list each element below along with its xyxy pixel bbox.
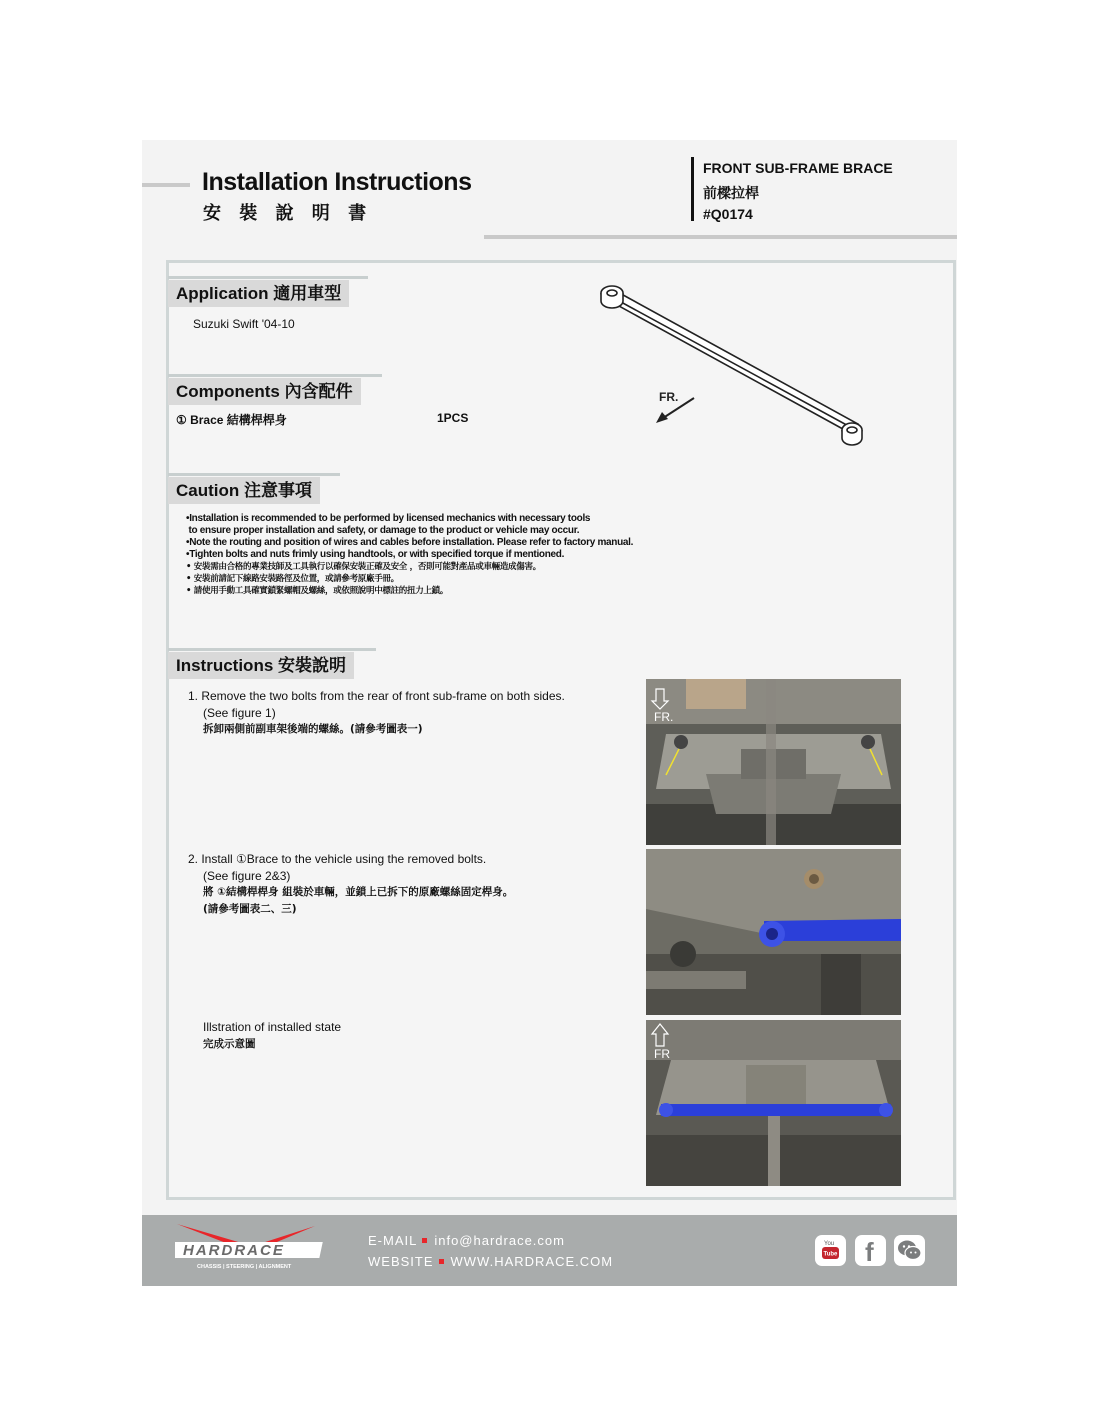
step-1-text: 1. Remove the two bolts from the rear of front sub-frame on both sides.: [188, 689, 565, 703]
step-3: [203, 1019, 341, 1052]
figure-1-photo: [646, 679, 901, 845]
brand-wordmark: HARDRACE: [183, 1242, 285, 1259]
step-2-figure-ref-zh: (請參考圖表二、三): [203, 902, 297, 915]
facebook-icon[interactable]: [855, 1235, 886, 1266]
website-label: WEBSITE: [368, 1254, 434, 1269]
hardrace-logo: [175, 1222, 330, 1274]
header-rule-left: [142, 183, 190, 187]
brand-tagline: CHASSIS | STEERING | ALIGNMENT: [197, 1264, 292, 1270]
step-1-figure-ref: (See figure 1): [203, 705, 276, 720]
page-title-zh: 安 裝 說 明 書: [203, 203, 373, 224]
step-3-text-zh: 完成示意圖: [203, 1037, 256, 1050]
part-number: #Q0174: [703, 206, 753, 222]
step-2-text: 2. Install ①Brace to the vehicle using the removed bolts.: [188, 852, 487, 866]
caution-item: • 安裝前請記下線路安裝路徑及位置，或請參考原廠手冊。: [186, 574, 399, 584]
email-link[interactable]: info@hardrace.com: [434, 1233, 565, 1248]
step-3-text: Illstration of installed state: [203, 1020, 342, 1034]
instructions-heading-rule: [168, 648, 376, 651]
step-2: [188, 851, 513, 917]
step-2-figure-ref: (See figure 2&3): [203, 868, 291, 883]
caution-item: •Installation is recommended to be performed by licensed mechanics with necessary tools: [186, 513, 591, 524]
component-item-qty: 1PCS: [437, 411, 469, 425]
facebook-glyph: f: [865, 1237, 874, 1266]
caution-list: [186, 513, 633, 597]
caution-heading-rule: [168, 473, 340, 476]
youtube-icon[interactable]: [815, 1235, 846, 1266]
components-heading: Components 內含配件: [168, 378, 361, 405]
figure-3-photo: [646, 1020, 901, 1186]
component-item-label: ① Brace 結構桿桿身: [176, 413, 287, 427]
svg-text:You: You: [824, 1241, 835, 1247]
step-1-text-zh: 拆卸兩側前副車架後端的螺絲。(請參考圖表一): [203, 723, 423, 735]
caution-item: to ensure proper installation and safety, or damage to the product or vehicle may occur.: [186, 525, 580, 536]
svg-text:Tube: Tube: [823, 1251, 838, 1258]
application-heading-rule: [168, 276, 368, 279]
caution-heading: Caution 注意事項: [168, 477, 320, 504]
step-1: [188, 688, 565, 738]
figure-3-direction-label: FR: [654, 1047, 670, 1061]
application-heading: Application 適用車型: [168, 280, 349, 307]
caution-item: •Tighten bolts and nuts frimly using handtools, or with specified torque if mentioned.: [186, 549, 565, 560]
diagram-direction-label: FR.: [659, 390, 679, 404]
figure-2-photo: [646, 849, 901, 1015]
components-heading-rule: [168, 374, 382, 377]
vehicle-fitment: Suzuki Swift '04-10: [193, 317, 295, 331]
header-divider: [691, 157, 694, 221]
wechat-icon[interactable]: [894, 1235, 925, 1266]
product-name-zh: 前樑拉桿: [703, 186, 759, 202]
figure-1-direction-label: FR.: [654, 710, 674, 724]
brace-diagram: [590, 278, 880, 458]
header-rule-right: [484, 235, 957, 239]
caution-item: •Note the routing and position of wires and cables before installation. Please refer to factory manual.: [186, 537, 634, 548]
website-link[interactable]: WWW.HARDRACE.COM: [450, 1254, 614, 1269]
step-2-text-zh: 將 ①結構桿桿身 組裝於車輛，並鎖上已拆下的原廠螺絲固定桿身。: [203, 886, 514, 898]
footer-website-line: [368, 1254, 613, 1269]
email-label: E-MAIL: [368, 1233, 418, 1248]
bullet-square: [439, 1259, 444, 1264]
instructions-heading: Instructions 安裝說明: [168, 652, 354, 679]
product-name: FRONT SUB-FRAME BRACE: [703, 160, 893, 176]
caution-item: • 安裝需由合格的專業技師及工具執行以確保安裝正確及安全 ，否則可能對產品或車輛造成傷害。: [186, 562, 541, 572]
page-title: Installation Instructions: [202, 168, 472, 196]
footer-email-line: [368, 1233, 565, 1248]
caution-item: • 請使用手動工具確實鎖緊螺帽及螺絲，或依照說明中標註的扭力上鎖。: [186, 586, 448, 596]
bullet-square: [422, 1238, 427, 1243]
